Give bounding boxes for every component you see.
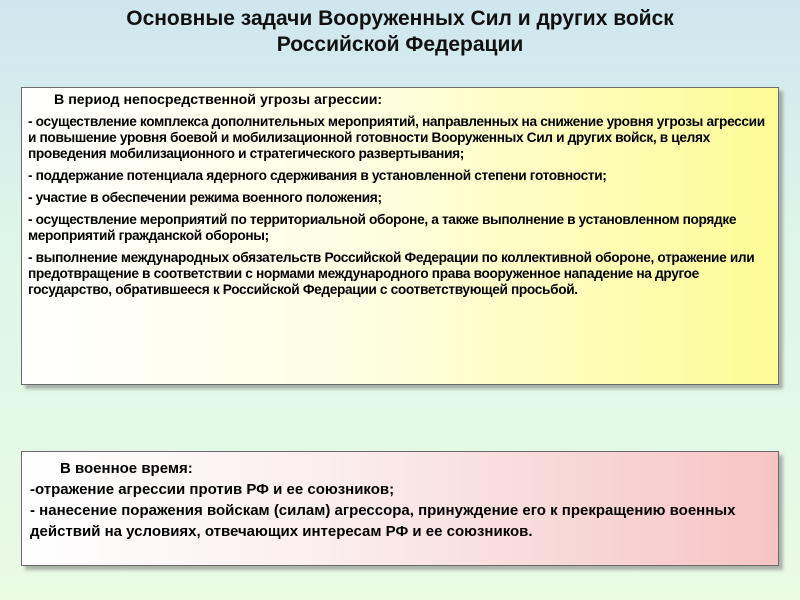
threat-period-panel — [21, 87, 779, 385]
wartime-heading: В военное время: — [60, 460, 193, 477]
wartime-task-item: - нанесение поражения войскам (силам) агрессора, принуждение его к прекращению военных действий на условиях, отвечающих интересам РФ и ее союзников. — [30, 502, 736, 540]
wartime-task-item: -отражение агрессии против РФ и ее союзников; — [30, 481, 395, 498]
threat-task-item: - выполнение международных обязательств Российской Федерации по коллективной обороне, отражение или предотвращение в соответствии с нормами международного права вооруженное нападение на другое государство, обратившееся к Российской Федерации с соответствующей просьбой. — [28, 250, 755, 297]
threat-task-item: - осуществление мероприятий по территориальной обороне, а также выполнение в установленном порядке мероприятий гражданской обороны; — [28, 212, 737, 243]
threat-task-item: - поддержание потенциала ядерного сдерживания в установленной степени готовности; — [28, 168, 607, 183]
wartime-panel — [21, 451, 779, 566]
slide-title: Основные задачи Вооруженных Сил и других войск Российской Федерации — [126, 7, 674, 56]
threat-task-item: - осуществление комплекса дополнительных мероприятий, направленных на снижение уровня угрозы агрессии и повышение уровня боевой и мобилизационной готовности Вооруженных Сил и других войск, в целях проведения мобилизационного и стратегического развертывания; — [28, 114, 765, 161]
threat-period-heading: В период непосредственной угрозы агрессии: — [54, 92, 383, 108]
threat-task-item: - участие в обеспечении режима военного положения; — [28, 190, 382, 205]
